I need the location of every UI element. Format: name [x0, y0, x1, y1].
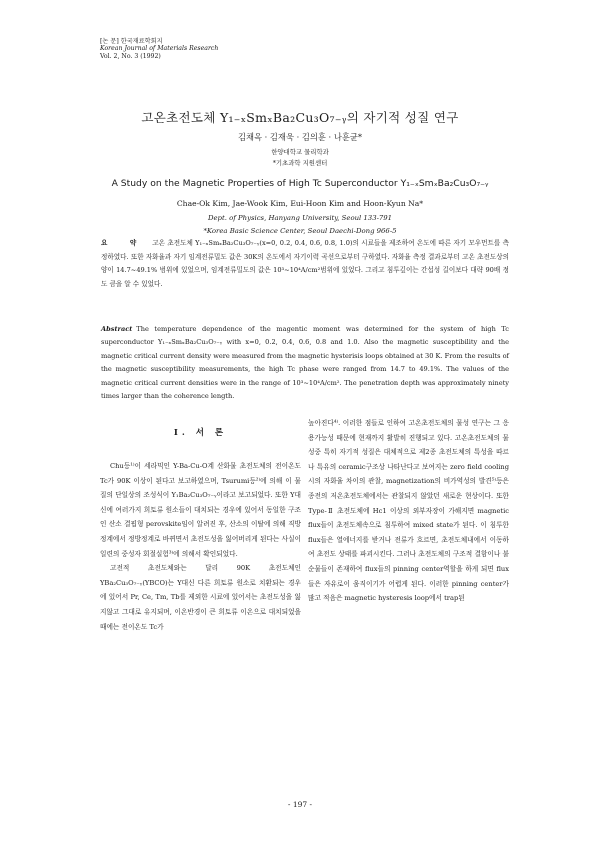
affiliation-ko-1: 한양대학교 물리학과 [271, 148, 329, 156]
authors-korean: 김채옥 · 김재욱 · 김의훈 · 나훈균* [237, 132, 363, 142]
abstract-ko-text: 고온 초전도체 Y₁₋ₓSmₓBa₂Cu₃O₇₋ᵧ(x=0, 0.2, 0.4, 0.6, 0.8, 1.0)의 시료들을 제조하여 온도에 따른 자기 모우먼트를 측정하였다. 또한 자화율과 자기 임계전류밀도 값은 30K의 온도에서 자기이력 곡선으로부터 구하였다. 자화율 측정 결과로부터 고온 초전도상의 양이 14.7~49.1% 범위에 있었으며, 임계전류밀도의 값은 10³~10⁴A/cm²범위에 있었다. 그리고 침투깊이는 간섭성 길이보다 대략 90배 정도 큼을 알 수 있었다. [101, 239, 509, 288]
journal-volume: Vol. 2, No. 3 (1992) [100, 52, 161, 60]
abstract-en-text: The temperature dependence of the magentic moment was determined for the system of high Tc superconductor Y₁₋ₓSmₓBa₂Cu₃O₇₋ᵧ with x=0, 0.2, 0.4, 0.6, 0.8 and 1.0. Also the magnetic susceptibility and the magnetic critical current density were measured from the magnetic hysterisis loops obtained at 30 K. From the results of the magnetic susceptibility measurements, the high Tc phase were ranged from 14.7 to 49.1%. The values of the magnetic critical current densities were in the range of 10³~10⁴A/cm². The penetration depth was approximately ninety times larger than the coherence length. [101, 325, 509, 401]
abstract-english [101, 323, 509, 403]
journal-header [100, 38, 218, 60]
body-column-left [100, 459, 301, 634]
abstract-ko-label: 요 약 [101, 239, 147, 247]
journal-name-en: Korean Journal of Materials Research [100, 45, 219, 53]
affiliations-korean [0, 147, 600, 169]
affiliations-english [0, 212, 600, 238]
affiliation-ko-2: *기초과학 지원센터 [272, 159, 328, 167]
affiliation-en-1: Dept. of Physics, Hanyang University, Seoul 133-791 [207, 214, 393, 222]
affiliation-en-2: *Korea Basic Science Center, Seoul Daechi-Dong 966-5 [203, 227, 397, 235]
journal-category: [논 문] 한국재료학회지 [100, 38, 163, 45]
intro-paragraph-3: 높아진다⁴⁾. 이러한 점들로 인하여 고온초전도체의 물성 연구는 그 응용가능성 때문에 현재까지 활발히 진행되고 있다. 고온초전도체의 물성중 특히 자기적 성질은 대체적으로 제2종 초전도체의 특성을 따르나 특유의 ceramic구조상 나타난다고 보여지는 zero field cooling시의 자화율 차이의 관찰, magnetization의 비가역성의 발견⁵⁾등은 종전의 저온초전도체에서는 관찰되지 않았던 새로운 현상이다. 또한 Type-Ⅱ 초전도체에 Hc1 이상의 외부자장이 가해지면 magnetic flux들이 초전도체속으로 침투하여 mixed state가 된다. 이 침투한 flux들은 열에너지를 받거나 전류가 흐르면, 초전도체내에서 이동하여 초전도 상태를 파괴시킨다. 그러나 초전도체의 구조적 결함이나 불순물들이 존재하여 flux들의 pinning center역할을 하게 되면 flux들은 자유로이 움직이기가 어렵게 된다. 이러한 pinning center가 많고 적음은 magnetic hysteresis loop에서 trap된 [308, 419, 509, 603]
body-column-right [308, 416, 509, 606]
paper-title-korean: 고온초전도체 Y₁₋ₓSmₓBa₂Cu₃O₇₋ᵧ의 자기적 성질 연구 [141, 110, 459, 125]
paper-title-english: A Study on the Magnetic Properties of High Tc Superconductor Y₁₋ₓSmₓBa₂Cu₃O₇₋ᵧ [111, 178, 489, 189]
section-heading-introduction: I. 서 론 [173, 428, 228, 438]
intro-paragraph-1: Chu등¹⁾이 세라믹인 Y-Ba-Cu-O계 산화물 초전도체의 전이온도 Tc가 90K 이상이 된다고 보고하였으며, Tsurumi등²⁾에 의해 이 물질의 단일상의 조성식이 Y₁Ba₂Cu₃O₇₋ᵧ이라고 보고되었다. 또한 Y대신에 여러가지 희토류 원소들이 대치되는 경우에 있어서 동일한 구조인 산소 결핍형 perovskite임이 알려진 후, 산소의 이탈에 의해 직방정계에서 정방정계로 바뀌면서 초전도성을 잃어버리게 된다는 사실이 일련의 중성자 회절실험³⁾에 의해서 확인되었다. [100, 462, 301, 558]
abstract-korean [101, 237, 509, 291]
authors-english: Chae-Ok Kim, Jae-Wook Kim, Eui-Hoon Kim and Hoon-Kyun Na* [176, 199, 424, 208]
abstract-en-label: Abstract [101, 325, 133, 333]
intro-paragraph-2: 고전적 초전도체와는 달리 90K 초전도체인 YBa₂Cu₃O₇₋ᵧ(YBCO)는 Y대신 다른 희토류 원소로 치환되는 경우에 있어서 Pr, Ce, Tm, Tb를 제외한 시료에 있어서는 초전도성을 잃지않고 그대로 유지되며, 이온반경이 큰 희토류 이온으로 대치되었을때에는 전이온도 Tc가 [100, 564, 301, 631]
page-number: - 197 - [287, 800, 313, 809]
